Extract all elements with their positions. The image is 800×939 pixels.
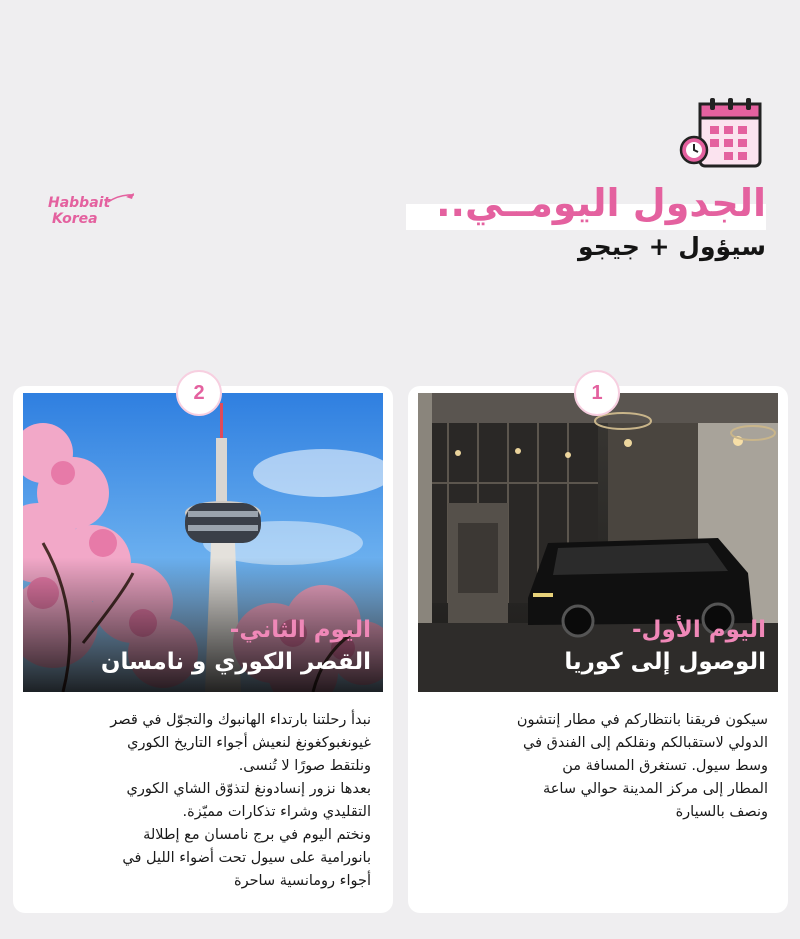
day2-desc-line: بعدها نزور إنسادونغ لتذوّق الشاي الكوري [126, 781, 371, 797]
page-subtitle: سيؤول + جيجو [578, 232, 766, 261]
airplane-icon [106, 192, 136, 208]
day2-desc-line: أجواء رومانسية ساحرة [234, 873, 371, 889]
day2-desc-line: بانورامية على سيول تحت أضواء الليل في [122, 850, 371, 866]
day2-desc-line: نبدأ رحلتنا بارتداء الهانبوك والتجوّل في قصر [110, 712, 371, 728]
day1-place-label: الوصول إلى كوريا [564, 649, 766, 675]
brand-logo [48, 192, 138, 232]
day2-description [29, 709, 371, 893]
day2-place-label: القصر الكوري و نامسان [100, 649, 371, 675]
day1-desc-line: ونصف بالسيارة [675, 804, 768, 820]
day2-desc-line: غيونغبوكغونغ لنعيش أجواء التاريخ الكوري [127, 735, 371, 751]
day1-description [428, 709, 768, 824]
day1-desc-line: وسط سيول. تستغرق المسافة من [562, 758, 768, 774]
page-title-block [406, 178, 766, 228]
day1-desc-line: سيكون فريقنا بانتظاركم في مطار إنتشون [516, 712, 768, 728]
day2-desc-line: ونلتقط صورًا لا تُنسى. [238, 758, 371, 774]
brand-logo-line1: Habbait [48, 195, 111, 211]
day2-day-label: اليوم الثاني- [229, 617, 371, 643]
day-card-2 [13, 386, 393, 913]
day-number-badge-1: 1 [574, 370, 620, 416]
day-number-badge-2: 2 [176, 370, 222, 416]
day1-day-label: اليوم الأول- [631, 617, 766, 643]
day-card-1 [408, 386, 788, 913]
page-title: الجدول اليومــي.. [436, 181, 766, 225]
calendar-clock-icon [678, 96, 764, 172]
day1-desc-line: المطار إلى مركز المدينة حوالي ساعة [543, 781, 768, 797]
day1-photo-label [564, 614, 766, 678]
brand-logo-line2: Korea [52, 211, 98, 227]
day2-desc-line: التقليدي وشراء تذكارات مميّزة. [182, 804, 371, 820]
day1-desc-line: الدولي لاستقبالكم ونقلكم إلى الفندق في [522, 735, 768, 751]
day2-photo-label [101, 614, 371, 678]
day2-desc-line: ونختم اليوم في برج نامسان مع إطلالة [143, 827, 371, 843]
